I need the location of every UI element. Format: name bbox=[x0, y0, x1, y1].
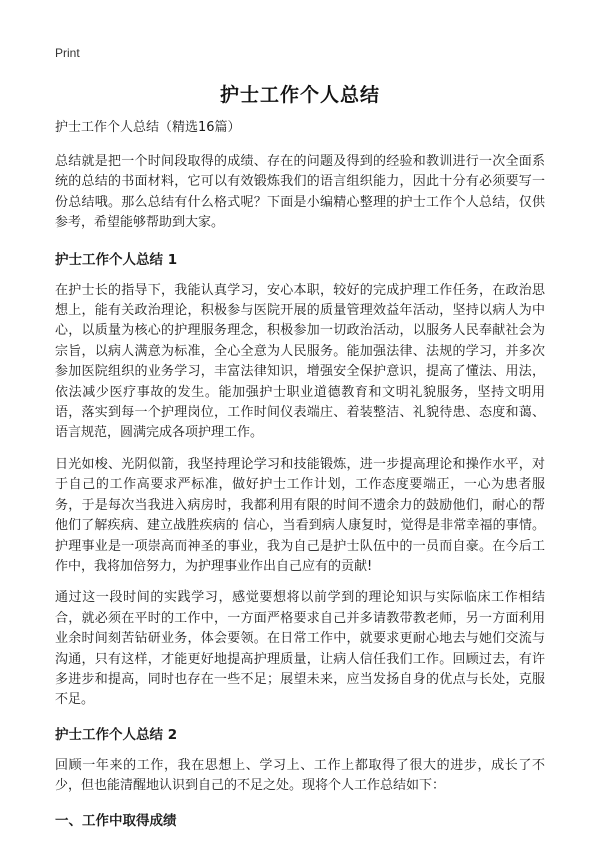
section-1-paragraph-2: 日光如梭、光阴似箭，我坚持理论学习和技能锻炼，进一步提高理论和操作水平，对于自己的工作高要求严标准，做好护士工作计划，工作态度要端正，一心为患者服务，于是每次当我进入病房时，我都利用有限的时间不遗余力的鼓励他们，耐心的帮他们了解疾病、建立战胜疾病的 信心，当看到病人康复时，觉得是非常幸福的事情。护理事业是一项崇高而神圣的事业，我为自己是护士队伍中的一员而自豪。在今后工作中，我将加倍努力，为护理事业作出自己应有的贡献! bbox=[55, 456, 545, 574]
section-1-paragraph-3: 通过这一段时间的实践学习，感觉要想将以前学到的理论知识与实际临床工作相结合，就必须在平时的工作中，一方面严格要求自己并多请教带教老师，另一方面利用业余时间刻苦钻研业务，体会要领。在日常工作中，就要求更耐心地去与她们交流与沟通，只有这样，才能更好地提高护理质量，让病人信任我们工作。回顾过去，有许多进步和提高，同时也存在一些不足；展望未来，应当发扬自身的优点与长处，克服不足。 bbox=[55, 590, 545, 708]
document-title: 护士工作个人总结 bbox=[219, 84, 380, 106]
print-label[interactable]: Print bbox=[55, 46, 80, 60]
intro-paragraph: 总结就是把一个时间段取得的成绩、存在的问题及得到的经验和教训进行一次全面系统的总结的书面材料，它可以有效锻炼我们的语言组织能力，因此十分有必须要写一份总结哦。那么总结有什么格式呢？下面是小编精心整理的护士工作个人总结，仅供参考，希望能够帮助到大家。 bbox=[55, 154, 545, 231]
document-body bbox=[55, 118, 545, 842]
section-heading-1: 护士工作个人总结 1 bbox=[55, 251, 178, 268]
subsection-heading-achievements: 一、工作中取得成绩 bbox=[55, 812, 177, 829]
document-subtitle: 护士工作个人总结（精选16篇） bbox=[55, 120, 241, 135]
section-2-paragraph-1: 回顾一年来的工作，我在思想上、学习上、工作上都取得了很大的进步，成长了不少，但也能清醒地认识到自己的不足之处。现将个人工作总结如下： bbox=[55, 757, 545, 794]
section-1-paragraph-1: 在护士长的指导下，我能认真学习，安心本职，较好的完成护理工作任务，在政治思想上，能有关政治理论，积极参与医院开展的质量管理效益年活动，坚持以病人为中心，以质量为核心的护理服务理念，积极参加一切政治活动，以服务人民奉献社会为宗旨，以病人满意为标准，全心全意为人民服务。能加强法律、法规的学习，并多次参加医院组织的业务学习，丰富法律知识，增强安全保护意识，提高了懂法、用法，依法减少医疗事故的发生。能加强护士职业道德教育和文明礼貌服务，坚持文明用语，落实到每一个护理岗位，工作时间仪表端庄、着装整洁、礼貌待患、态度和蔼、语言规范，圆满完成各项护理工作。 bbox=[55, 282, 545, 441]
section-heading-2: 护士工作个人总结 2 bbox=[55, 726, 178, 743]
